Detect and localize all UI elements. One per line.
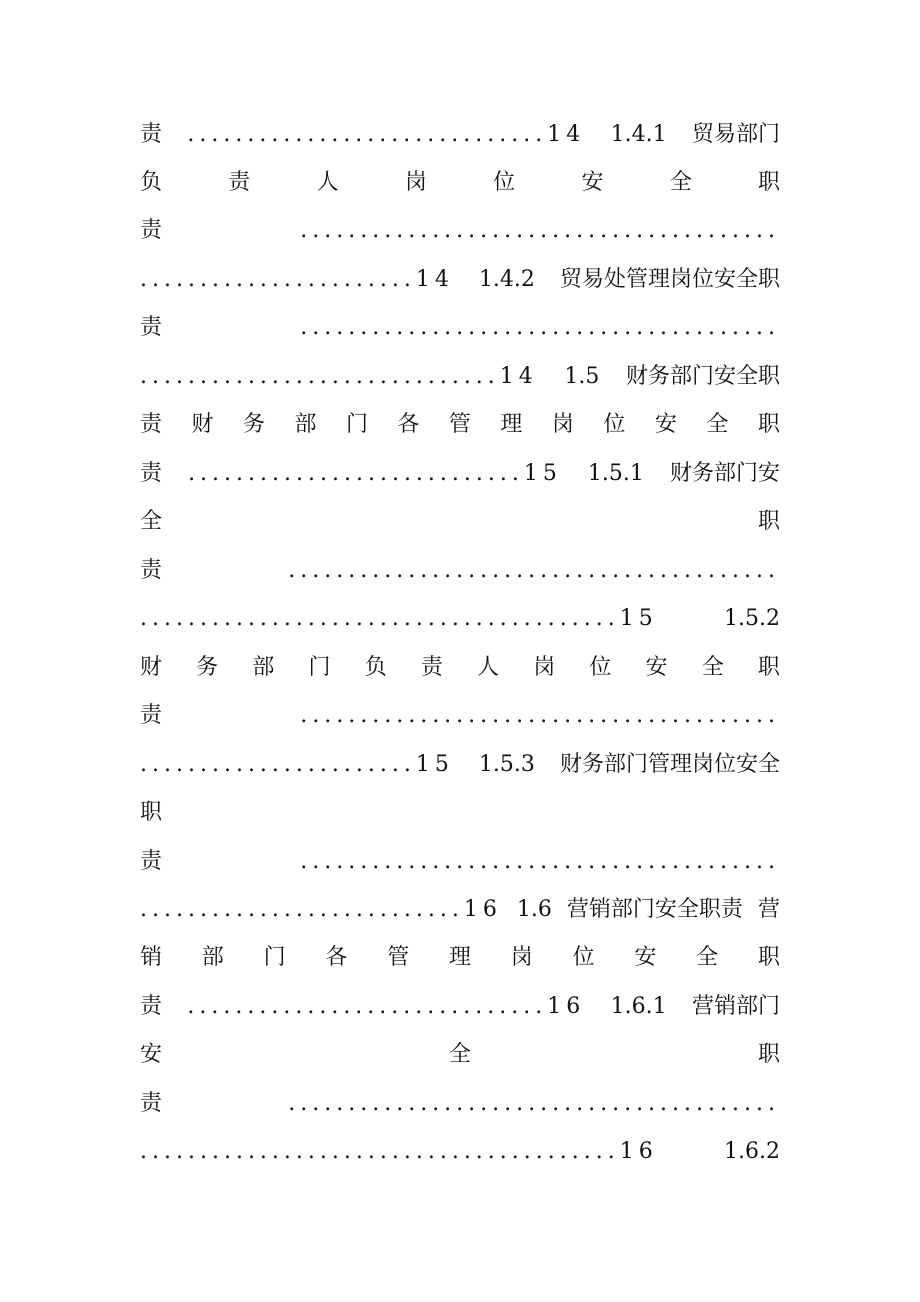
- toc-token: ........................................: [300, 218, 780, 243]
- toc-token: 全: [140, 509, 163, 534]
- toc-line: [140, 360, 780, 394]
- toc-token: 1.4.1: [610, 122, 667, 147]
- toc-token: ........................................: [300, 703, 780, 728]
- toc-token: 职: [757, 412, 780, 437]
- toc-line: [140, 1038, 780, 1072]
- toc-token: 理: [500, 412, 523, 437]
- toc-token: ..............................14: [140, 364, 538, 389]
- toc-token: 责: [420, 655, 443, 680]
- toc-token: ........................................: [300, 849, 780, 874]
- toc-token: .......................14: [140, 267, 454, 292]
- toc-token: .......................15: [140, 752, 454, 777]
- toc-line: [140, 166, 780, 200]
- toc-token: 务: [242, 412, 265, 437]
- toc-token: 责: [228, 170, 251, 195]
- toc-token: 营销部门安全职责: [566, 897, 743, 922]
- toc-line: [140, 699, 780, 733]
- toc-line: [140, 941, 780, 975]
- toc-line: [140, 748, 780, 782]
- toc-token: 岗: [510, 945, 533, 970]
- toc-token: 1.5.2: [724, 606, 780, 631]
- toc-token: 安: [634, 945, 657, 970]
- toc-line: [140, 990, 780, 1024]
- toc-token: 财务部门安全职: [625, 364, 780, 389]
- toc-line: [140, 602, 780, 636]
- toc-token: ...........................16: [140, 897, 502, 922]
- toc-token: 1.6.2: [724, 1139, 780, 1164]
- toc-token: 责: [140, 412, 163, 437]
- toc-token: 门: [263, 945, 286, 970]
- toc-token: 部: [201, 945, 224, 970]
- toc-token: ........................................16: [140, 1139, 658, 1164]
- toc-token: ........................................15: [140, 606, 658, 631]
- toc-token: 门: [345, 412, 368, 437]
- toc-token: 销: [140, 945, 163, 970]
- toc-token: 职: [757, 1042, 780, 1067]
- toc-line: [140, 214, 780, 248]
- toc-token: 职: [757, 170, 780, 195]
- toc-token: ............................15: [188, 461, 562, 486]
- toc-line: [140, 311, 780, 345]
- toc-line: [140, 118, 780, 152]
- toc-line: [140, 554, 780, 588]
- toc-line: [140, 408, 780, 442]
- toc-token: 1.5.1: [587, 461, 644, 486]
- toc-token: 责: [140, 703, 163, 728]
- toc-token: 人: [477, 655, 500, 680]
- toc-token: 1.6: [516, 897, 552, 922]
- toc-token: 位: [603, 412, 626, 437]
- toc-token: 财: [191, 412, 214, 437]
- toc-token: 责: [140, 994, 163, 1019]
- toc-line: [140, 1135, 780, 1169]
- toc-token: 人: [316, 170, 339, 195]
- toc-token: 管: [448, 412, 471, 437]
- toc-token: 财: [140, 655, 163, 680]
- toc-token: 负: [364, 655, 387, 680]
- toc-token: ..............................14: [187, 122, 586, 147]
- toc-token: 职: [757, 945, 780, 970]
- toc-token: 位: [572, 945, 595, 970]
- toc-token: 责: [140, 315, 163, 340]
- toc-token: 责: [140, 849, 163, 874]
- toc-token: 责: [140, 218, 163, 243]
- toc-token: 责: [140, 461, 163, 486]
- toc-token: 位: [589, 655, 612, 680]
- toc-token: 贸易处管理岗位安全职: [559, 267, 780, 292]
- toc-token: 岗: [404, 170, 427, 195]
- toc-token: 责: [140, 122, 163, 147]
- toc-token: 各: [397, 412, 420, 437]
- toc-token: 1.4.2: [478, 267, 535, 292]
- toc-token: 部: [252, 655, 275, 680]
- toc-token: 1.5: [564, 364, 600, 389]
- toc-line: [140, 893, 780, 927]
- toc-token: 各: [325, 945, 348, 970]
- toc-token: 职: [140, 800, 163, 825]
- toc-token: 财务部门管理岗位安全: [559, 752, 780, 777]
- toc-line: [140, 505, 780, 539]
- toc-line: [140, 845, 780, 879]
- toc-token: .........................................: [288, 1091, 780, 1116]
- toc-token: 全: [701, 655, 724, 680]
- toc-line: [140, 457, 780, 491]
- toc-token: 全: [448, 1042, 471, 1067]
- toc-token: 财务部门安: [669, 461, 780, 486]
- toc-token: 理: [448, 945, 471, 970]
- toc-token: 营销部门: [691, 994, 780, 1019]
- toc-token: .........................................: [288, 558, 780, 583]
- toc-token: 全: [669, 170, 692, 195]
- toc-token: 安: [581, 170, 604, 195]
- toc-token: ........................................: [300, 315, 780, 340]
- toc-token: 岗: [533, 655, 556, 680]
- toc-token: 管: [387, 945, 410, 970]
- toc-token: 责: [140, 558, 163, 583]
- toc-token: 贸易部门: [691, 122, 780, 147]
- toc-token: 职: [757, 655, 780, 680]
- toc-token: 1.5.3: [478, 752, 535, 777]
- toc-token: 部: [294, 412, 317, 437]
- toc-token: 门: [308, 655, 331, 680]
- toc-token: 责: [140, 1091, 163, 1116]
- toc-token: 营: [757, 897, 780, 922]
- toc-token: 全: [696, 945, 719, 970]
- toc-token: 岗: [551, 412, 574, 437]
- toc-token: 务: [196, 655, 219, 680]
- toc-token: ..............................16: [187, 994, 586, 1019]
- toc-line: [140, 651, 780, 685]
- toc-line: [140, 1087, 780, 1121]
- toc-token: 安: [140, 1042, 163, 1067]
- toc-token: 全: [706, 412, 729, 437]
- toc-line: [140, 263, 780, 297]
- toc-token: 位: [493, 170, 516, 195]
- toc-token: 安: [645, 655, 668, 680]
- toc-line: [140, 796, 780, 830]
- toc-token: 安: [654, 412, 677, 437]
- toc-token: 负: [140, 170, 163, 195]
- toc-token: 职: [757, 509, 780, 534]
- toc-token: 1.6.1: [610, 994, 667, 1019]
